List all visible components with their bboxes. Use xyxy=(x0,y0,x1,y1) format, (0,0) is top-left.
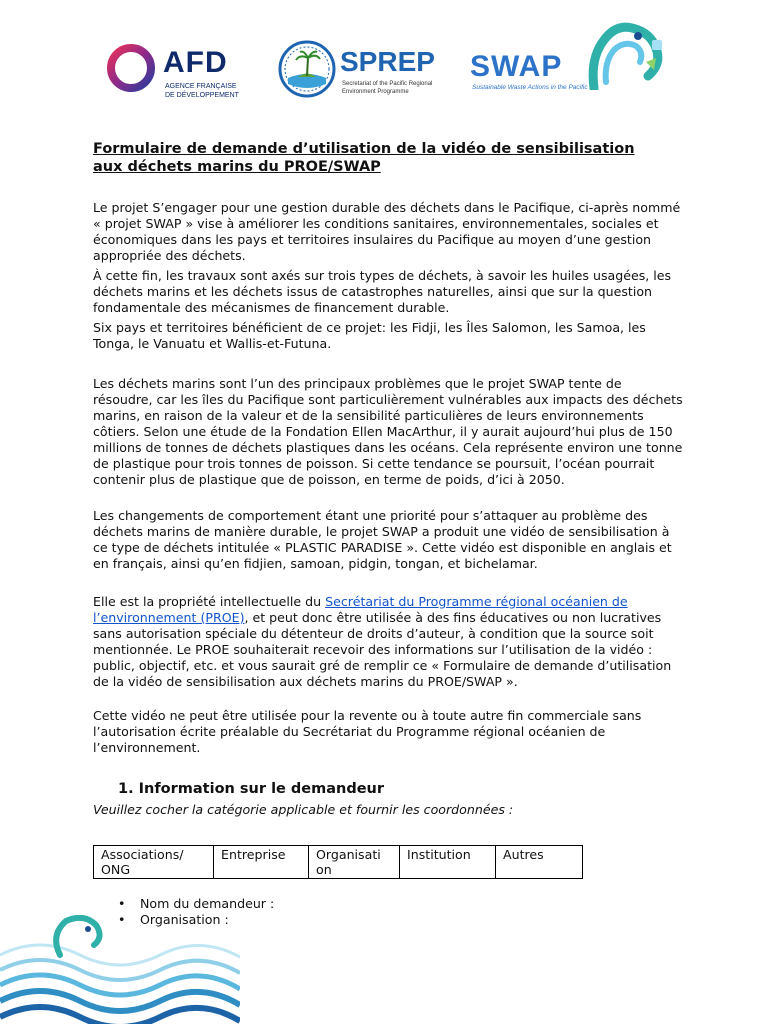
document-title xyxy=(93,140,693,176)
category-associations-ong[interactable]: Associations/ ONG xyxy=(94,846,214,879)
ownership-text-end: , et peut donc être utilisée à des fins éducatives ou non lucratives sans autorisation spéciale du détenteur de droits d’auteur, à condition que la source soit mentionnée. Le PROE souhaiterait recevoir des informations sur l’utilisation de la vidéo : public, objectif, etc. et vous saurait gré de remplir ce « Formulaire de demande d’utilisation de la vidéo de sensibilisation aux déchets marins du PROE/SWAP ». xyxy=(93,610,672,689)
paragraph-behaviour-video: Les changements de comportement étant une priorité pour s’attaquer au problème des déchets marins de manière durable, le projet SWAP a produit une vidéo de sensibilisation à ce type de déchets intitulée « PLASTIC PARADISE ». Cette vidéo est disponible en anglais et en français, ainsi qu’en fidjien, samoan, pidgin, tongan, et bichelamar. xyxy=(93,508,672,571)
paragraph-countries: Six pays et territoires bénéficient de ce projet: les Fidji, les Îles Salomon, les Samoa, les Tonga, le Vanuatu et Wallis-et-Futuna. xyxy=(93,320,646,351)
sprep-name: SPREP xyxy=(340,46,435,77)
sprep-subtitle-line2: Environment Programme xyxy=(342,89,409,95)
paragraph-intro: Le projet S’engager pour une gestion durable des déchets dans le Pacifique, ci-après nommé « projet SWAP » vise à améliorer les conditions sanitaires, environnementales, sociales et économiques dans les pays et territoires insulaires du Pacifique au moyen d’une gestion appropriée des déchets. xyxy=(93,200,681,263)
paragraph-marine-waste: Les déchets marins sont l’un des principaux problèmes que le projet SWAP tente de résoudre, car les îles du Pacifique sont particulièrement vulnérables aux impacts des déchets marins, en raison de la valeur et de la sensibilité particulières de leurs environnements côtiers. Selon une étude de la Fondation Ellen MacArthur, il y aurait aujourd’hui plus de 150 millions de tonnes de déchets plastiques dans les océans. Cela représente environ une tonne de plastique pour trois tonnes de poisson. Si cette tendance se poursuit, l’océan pourrait contenir plus de plastique que de poisson, en terme de poids, d’ici à 2050. xyxy=(93,376,683,487)
section-1-instruction: Veuillez cocher la catégorie applicable et fournir les coordonnées : xyxy=(93,802,514,817)
swap-subtitle: Sustainable Waste Actions in the Pacific xyxy=(472,84,588,91)
field-organisation[interactable]: • Organisation : xyxy=(118,912,274,928)
category-institution[interactable]: Institution xyxy=(400,846,496,879)
category-autres[interactable]: Autres xyxy=(496,846,583,879)
decorative-waves-icon xyxy=(0,915,240,1024)
afd-subtitle xyxy=(165,82,265,100)
sprep-island-icon xyxy=(278,40,336,98)
field-applicant-name[interactable]: • Nom du demandeur : xyxy=(118,896,274,912)
afd-name: AFD xyxy=(163,46,228,79)
category-row xyxy=(94,846,583,879)
category-organisation[interactable]: Organisati on xyxy=(309,846,400,879)
document-title-line2: aux déchets marins du PROE/SWAP xyxy=(93,159,381,175)
ownership-text-start: Elle est la propriété intellectuelle du xyxy=(93,594,326,609)
category-entreprise[interactable]: Entreprise xyxy=(214,846,309,879)
afd-subtitle-line1: AGENCE FRANÇAISE xyxy=(165,83,237,90)
sprep-subtitle-line1: Secretariat of the Pacific Regional xyxy=(342,81,433,87)
swap-name: SWAP xyxy=(470,50,563,83)
document-title-line1: Formulaire de demande d’utilisation de la vidéo de sensibilisation xyxy=(93,141,635,157)
sprep-logo xyxy=(278,40,448,110)
afd-subtitle-line2: DE DÉVELOPPEMENT xyxy=(165,92,239,99)
category-table xyxy=(93,845,583,879)
afd-ring-icon xyxy=(105,42,157,94)
afd-logo xyxy=(105,42,265,102)
sprep-secretariat-link[interactable]: Secrétariat du Programme régional océanien de l’environnement (PROE) xyxy=(93,594,628,625)
paragraph-ownership xyxy=(93,594,683,690)
swap-logo xyxy=(468,18,668,110)
header-logos xyxy=(100,18,680,118)
swap-wave-mascot-icon xyxy=(586,18,668,90)
section-1-title: 1. Information sur le demandeur xyxy=(118,781,385,797)
paragraph-commercial-use: Cette vidéo ne peut être utilisée pour la revente ou à toute autre fin commerciale sans l’autorisation écrite préalable du Secrétariat du Programme régional océanien de l’environnement. xyxy=(93,708,642,755)
paragraph-waste-types: À cette fin, les travaux sont axés sur trois types de déchets, à savoir les huiles usagées, les déchets marins et les déchets issus de catastrophes naturelles, ainsi que sur la question fondamentale des mécanismes de financement durable. xyxy=(93,268,672,315)
sprep-subtitle xyxy=(342,80,452,96)
